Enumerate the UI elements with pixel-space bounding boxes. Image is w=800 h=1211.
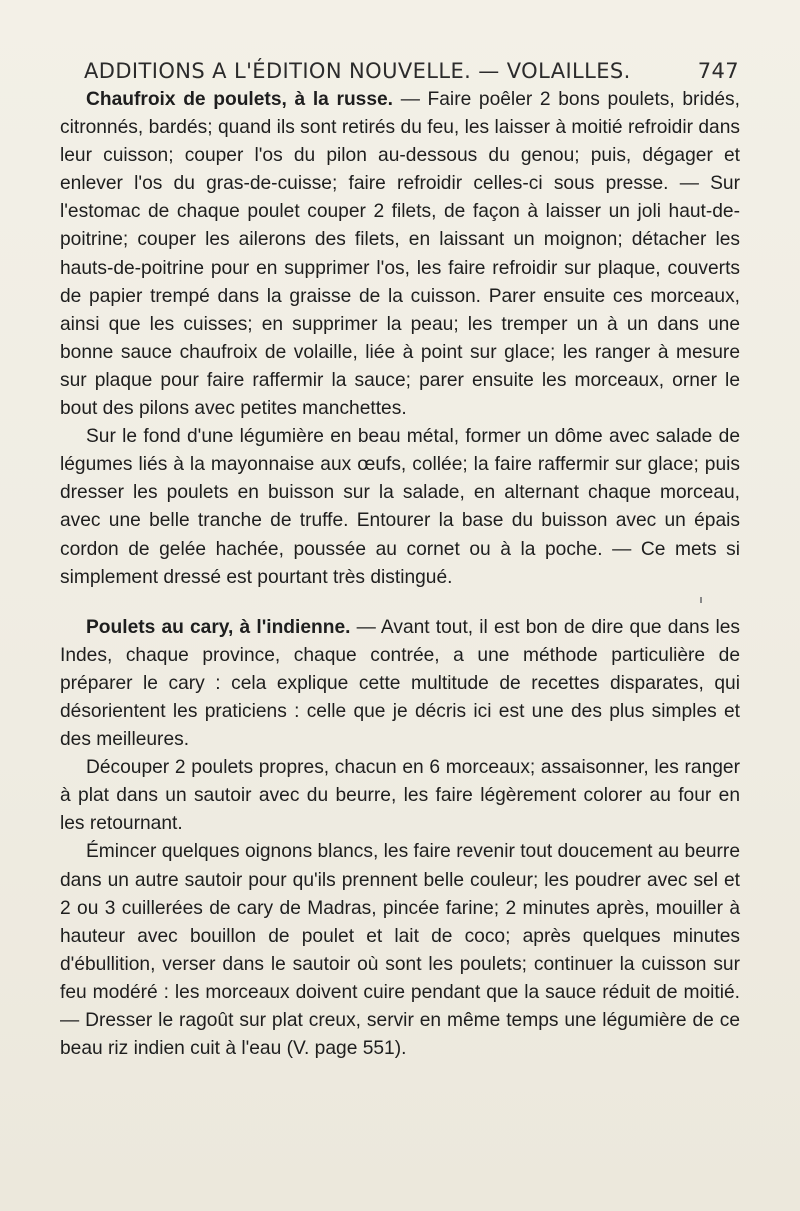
page-number: 747 <box>697 59 739 83</box>
recipe-text: Émincer quelques oignons blancs, les faire revenir tout doucement au beurre dans un autre sautoir pour qu'ils prennent belle couleur; les poudrer avec sel et 2 ou 3 cuillerées de cary de Madras, pincée farine; 2 minutes après, mouiller à hauteur avec bouillon de poulet et lait de coco; après quelques minutes d'ébullition, verser dans le sautoir où sont les poulets; continuer la cuisson sur feu modéré : les morceaux doivent cuire pendant que la sauce réduit de moitié. — Dresser le ragoût sur plat creux, servir en même temps une légumière de ce beau riz indien cuit à l'eau (V. page 551). <box>60 841 740 1060</box>
recipe-text: — Avant tout, il est bon de dire que dans les Indes, chaque province, chaque contrée, a une méthode particulière de préparer le cary : cela explique cette multitude de recettes disparates, qui désorientent les praticiens : celle que je décris ici est une des plus simples et des meilleures. <box>60 616 740 751</box>
recipe-paragraph-decoupage <box>60 754 740 838</box>
print-blemish <box>700 597 702 603</box>
recipe-paragraph-sauce <box>60 838 740 1063</box>
recipe-title-cary: Poulets au cary, à l'indienne. <box>86 616 351 638</box>
recipe-paragraph-cary <box>60 614 740 754</box>
recipe-text: Découper 2 poulets propres, chacun en 6 morceaux; assaisonner, les ranger à plat dans un sautoir avec du beurre, les faire légèrement colorer au four en les retournant. <box>60 757 740 835</box>
recipe-text: — Faire poêler 2 bons poulets, bridés, citronnés, bardés; quand ils sont retirés du feu, les laisser à moitié refroidir dans leur cuisson; couper l'os du pilon au-dessous du genou; puis, dégager et enlever l'os du gras-de-cuisse; faire refroidir celles-ci sous presse. — Sur l'estomac de chaque poulet couper 2 filets, de façon à laisser un joli haut-de-poitrine; couper les ailerons des filets, en laissant un moignon; détacher les hauts-de-poitrine pour en supprimer l'os, les faire refroidir sur plaque, couverts de papier trempé dans la graisse de la cuisson. Parer ensuite ces morceaux, ainsi que les cuisses; en supprimer la peau; les tremper un à un dans une bonne sauce chaufroix de volaille, liée à point sur glace; les ranger à mesure sur plaque pour faire raffermir la sauce; parer ensuite les morceaux, orner le bout des pilons avec petites manchettes. <box>60 89 740 420</box>
recipe-paragraph-chaufroix <box>60 86 740 423</box>
recipe-paragraph-dressage <box>60 423 740 592</box>
body-text <box>60 86 740 1063</box>
recipe-title-chaufroix: Chaufroix de poulets, à la russe. <box>86 89 394 110</box>
running-head <box>84 59 739 85</box>
recipe-text: Sur le fond d'une légumière en beau métal, former un dôme avec salade de légumes liés à la mayonnaise aux œufs, collée; la faire raffermir sur glace; puis dresser les poulets en buisson sur la salade, en alternant chaque morceau, avec une belle tranche de truffe. Entourer la base du buisson avec un épais cordon de gelée hachée, poussée au cornet ou à la poche. — Ce mets si simplement dressé est pourtant très distingué. <box>60 426 740 588</box>
running-head-title: ADDITIONS A L'ÉDITION NOUVELLE. — VOLAILLES. <box>84 59 631 83</box>
